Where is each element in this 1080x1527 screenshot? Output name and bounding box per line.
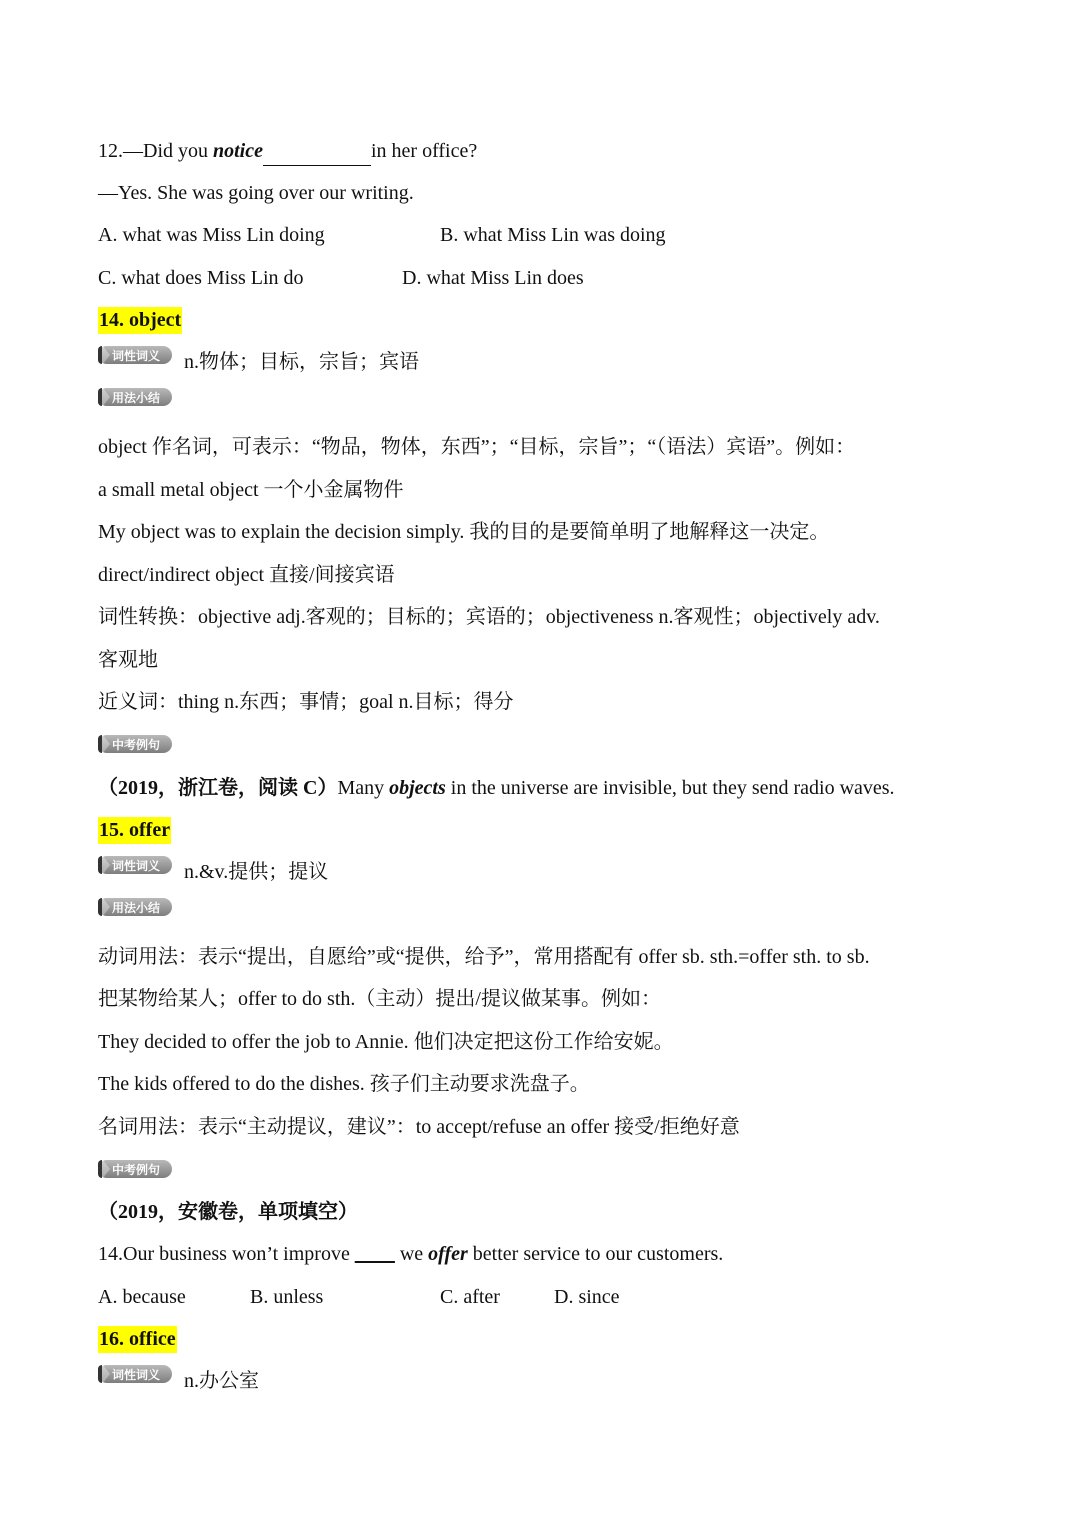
tag-meaning-label: 词性词义	[98, 346, 172, 364]
object-exam-source: （2019，浙江卷，阅读 C）	[98, 777, 338, 799]
offer-usage-line-2: 把某物给某人；offer to do sth.（主动）提出/提议做某事。例如：	[98, 988, 661, 1010]
tag-meaning-object	[98, 346, 172, 364]
q12-stem	[98, 137, 477, 166]
offer-meaning: n.&v.提供；提议	[184, 861, 329, 883]
offer-question-post: better service to our customers.	[467, 1243, 724, 1265]
object-heading	[98, 306, 182, 334]
object-exam-post: in the universe are invisible, but they send radio waves.	[445, 777, 895, 799]
object-usage-line-5: 词性转换：objective adj.客观的；目标的；宾语的；objectiveness n.客观性；objectively adv.	[98, 606, 880, 628]
offer-question-pre: 14.Our business won’t improve	[98, 1243, 355, 1265]
q12-reply: —Yes. She was going over our writing.	[98, 182, 414, 204]
offer-question-keyword: offer	[428, 1243, 468, 1265]
q12-stem-pre: 12.—Did you	[98, 140, 213, 162]
tag-meaning-offer	[98, 856, 172, 874]
offer-exam-source: （2019，安徽卷，单项填空）	[98, 1201, 358, 1223]
offer-heading	[98, 816, 171, 844]
q12-option-a: A. what was Miss Lin doing	[98, 224, 325, 246]
offer-question-mid: we	[394, 1243, 429, 1265]
tag-usage-label: 用法小结	[98, 898, 172, 916]
q12-option-b: B. what Miss Lin was doing	[440, 224, 666, 246]
tag-meaning-office	[98, 1365, 172, 1383]
tag-exam-label: 中考例句	[98, 735, 172, 753]
tag-usage-object	[98, 388, 172, 406]
object-usage-line-1: object 作名词，可表示：“物品，物体，东西”；“目标，宗旨”；“（语法）宾语”。例如：	[98, 436, 856, 458]
offer-heading-text: 15. offer	[98, 817, 171, 844]
object-exam-keyword: objects	[389, 777, 446, 799]
office-heading	[98, 1325, 177, 1353]
offer-question-blank: ____	[354, 1243, 395, 1265]
q12-option-c: C. what does Miss Lin do	[98, 267, 304, 289]
tag-exam-offer	[98, 1160, 172, 1178]
office-heading-text: 16. office	[98, 1326, 177, 1353]
object-usage-line-2: a small metal object 一个小金属物件	[98, 479, 404, 501]
offer-option-d: D. since	[554, 1286, 620, 1308]
q12-stem-post: in her office?	[371, 140, 478, 162]
offer-option-a: A. because	[98, 1286, 186, 1308]
object-meaning: n.物体；目标，宗旨；宾语	[184, 351, 419, 373]
tag-exam-label: 中考例句	[98, 1160, 172, 1178]
object-usage-line-7: 近义词：thing n.东西；事情；goal n.目标；得分	[98, 691, 514, 713]
q12-keyword: notice	[213, 140, 263, 162]
offer-usage-line-4: The kids offered to do the dishes. 孩子们主动要求洗盘子。	[98, 1073, 590, 1095]
office-meaning: n.办公室	[184, 1370, 259, 1392]
object-usage-line-3: My object was to explain the decision simply. 我的目的是要简单明了地解释这一决定。	[98, 521, 830, 543]
tag-meaning-label: 词性词义	[98, 856, 172, 874]
offer-usage-line-3: They decided to offer the job to Annie. 他们决定把这份工作给安妮。	[98, 1031, 674, 1053]
tag-usage-offer	[98, 898, 172, 916]
tag-usage-label: 用法小结	[98, 388, 172, 406]
offer-usage-line-5: 名词用法：表示“主动提议，建议”：to accept/refuse an offer 接受/拒绝好意	[98, 1116, 740, 1138]
q12-option-d: D. what Miss Lin does	[402, 267, 584, 289]
offer-option-b: B. unless	[250, 1286, 324, 1308]
offer-option-c: C. after	[440, 1286, 500, 1308]
tag-exam-object	[98, 735, 172, 753]
object-exam-sentence	[98, 774, 895, 802]
q12-blank	[263, 137, 371, 166]
object-usage-line-4: direct/indirect object 直接/间接宾语	[98, 564, 395, 586]
object-exam-pre: Many	[337, 777, 390, 799]
offer-usage-line-1: 动词用法：表示“提出，自愿给”或“提供，给予”，常用搭配有 offer sb. sth.=offer sth. to sb.	[98, 946, 870, 968]
offer-exam-question	[98, 1240, 723, 1268]
object-heading-text: 14. object	[98, 307, 182, 334]
object-usage-line-6: 客观地	[98, 649, 158, 671]
tag-meaning-label: 词性词义	[98, 1365, 172, 1383]
